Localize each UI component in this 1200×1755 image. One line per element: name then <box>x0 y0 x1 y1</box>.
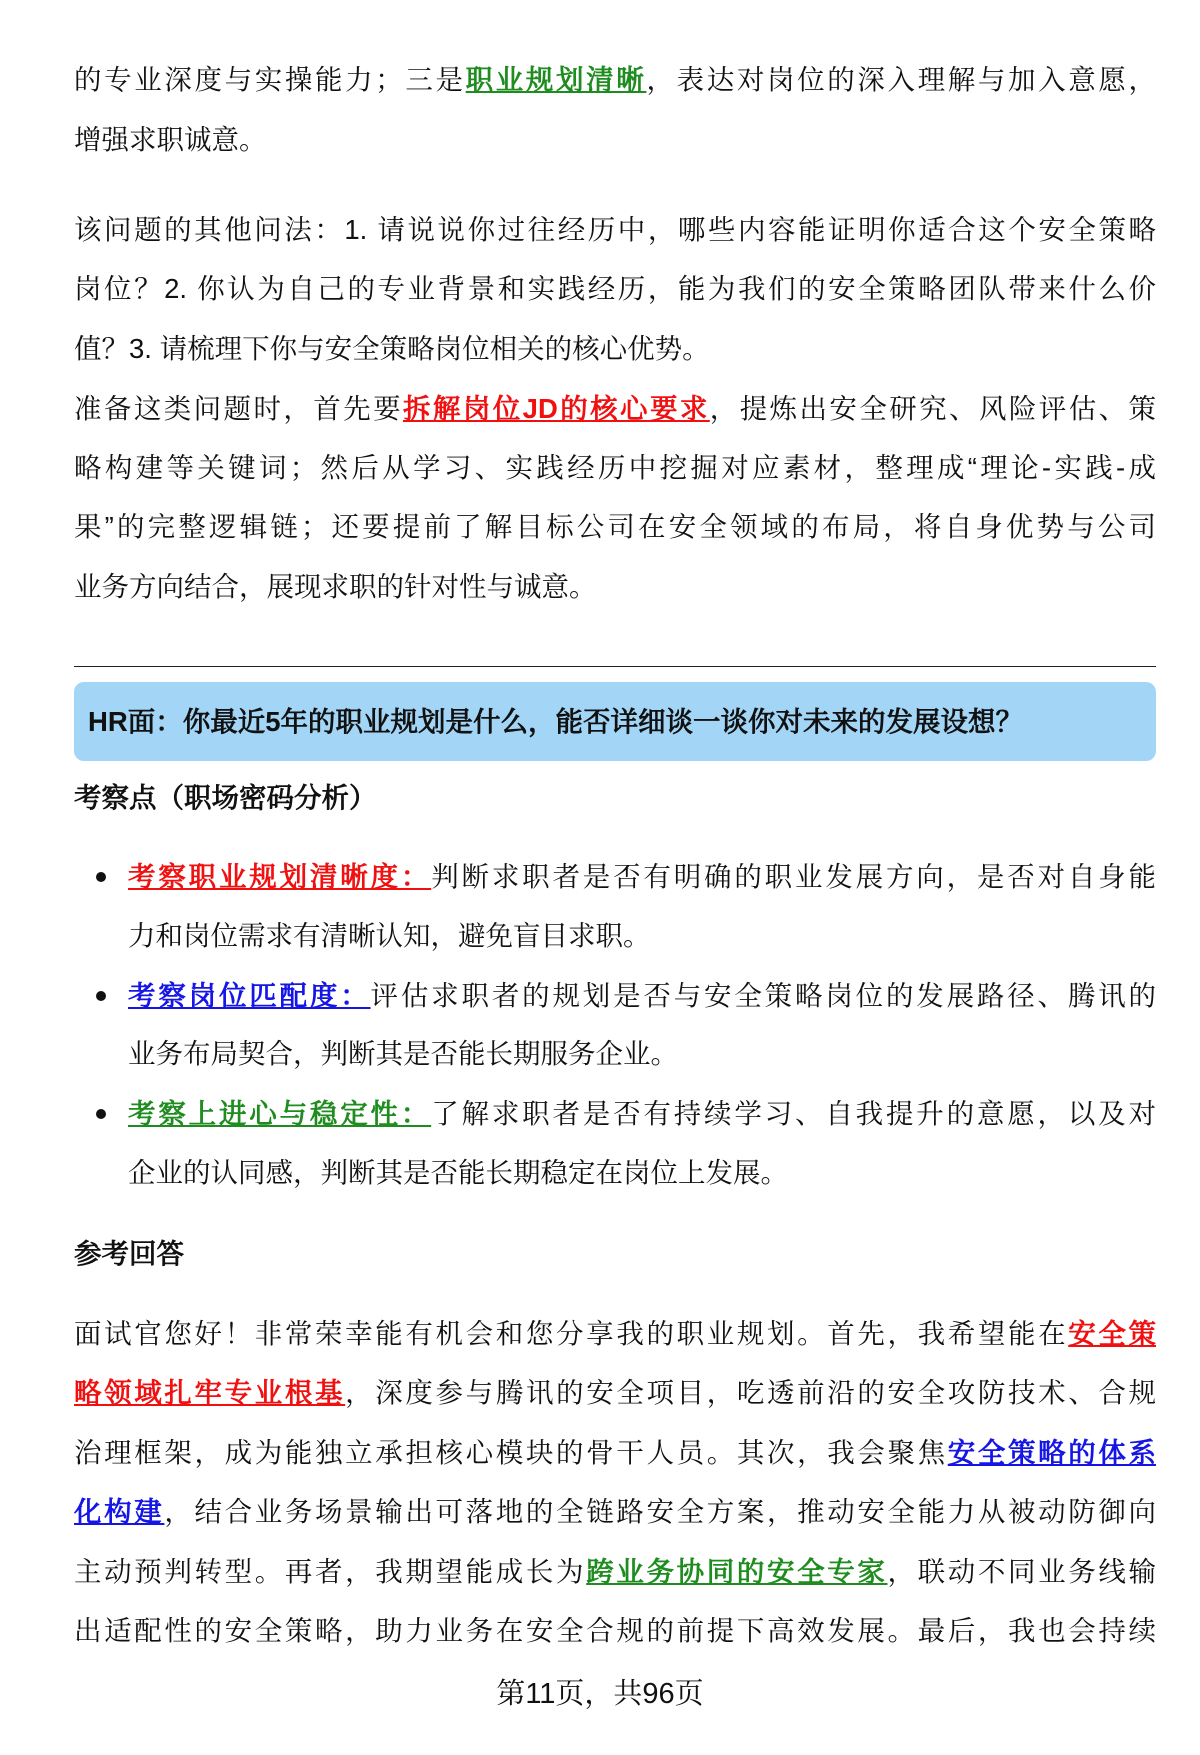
text-segment: 果”的完整逻辑链；还要提前了解目标公司在安全领域的布局，将自身优势与公司 <box>74 511 1156 542</box>
text-segment: ，结合业务场景输出可落地的全链路安全方案，推动安全能力从被动防御向 <box>164 1496 1157 1527</box>
text-line <box>74 565 1156 609</box>
highlight-blue: 安全策略的体系 <box>947 1437 1157 1468</box>
text-segment: 企业的认同感，判断其是否能长期稳定在岗位上发展。 <box>128 1157 788 1188</box>
page-footer: 第11页，共96页 <box>496 1678 704 1710</box>
text-segment: ，表达对岗位的深入理解与加入意愿， <box>646 64 1157 95</box>
text-segment: 岗位？2. 你认为自己的专业背景和实践经历，能为我们的安全策略团队带来什么价 <box>74 273 1156 304</box>
text-line <box>74 327 1156 371</box>
text-line <box>74 446 1156 490</box>
text-segment: 主动预判转型。再者，我期望能成长为 <box>74 1556 587 1587</box>
text-line <box>128 1032 1156 1076</box>
text-segment: 出适配性的安全策略，助力业务在安全合规的前提下高效发展。最后，我也会持续 <box>74 1615 1156 1646</box>
text-line <box>128 1151 1156 1195</box>
text-line <box>74 208 1156 252</box>
analysis-heading: 考察点（职场密码分析） <box>74 782 377 813</box>
text-segment: 增强求职诚意。 <box>74 124 267 155</box>
text-segment: ，联动不同业务线输 <box>887 1556 1157 1587</box>
text-segment: 略构建等关键词；然后从学习、实践经历中挖掘对应素材，整理成“理论-实践-成 <box>74 452 1156 483</box>
text-line <box>128 1092 1156 1136</box>
text-segment: 业务布局契合，判断其是否能长期服务企业。 <box>128 1038 678 1069</box>
highlight-green: 考察上进心与稳定性： <box>128 1098 432 1129</box>
text-segment: 业务方向结合，展现求职的针对性与诚意。 <box>74 571 597 602</box>
text-line <box>128 855 1156 899</box>
text-line <box>74 58 1156 102</box>
highlight-green: 职业规划清晰 <box>465 64 647 95</box>
highlight-red: 考察职业规划清晰度： <box>128 861 432 892</box>
text-segment: 力和岗位需求有清晰认知，避免盲目求职。 <box>128 920 651 951</box>
text-line <box>74 1609 1156 1653</box>
text-segment: 评估求职者的规划是否与安全策略岗位的发展路径、腾讯的 <box>370 980 1156 1011</box>
text-line <box>74 1431 1156 1475</box>
text-line <box>128 974 1156 1018</box>
text-line <box>74 267 1156 311</box>
highlight-blue: 考察岗位匹配度： <box>128 980 371 1011</box>
text-segment: ，提炼出安全研究、风险评估、策 <box>709 393 1157 424</box>
text-segment: 准备这类问题时，首先要 <box>74 393 404 424</box>
highlight-green: 跨业务协同的安全专家 <box>586 1556 888 1587</box>
highlight-red: 拆解岗位JD的核心要求 <box>403 393 710 424</box>
question-title: HR面：你最近5年的职业规划是什么，能否详细谈一谈你对未来的发展设想？ <box>88 706 1024 737</box>
text-segment: 治理框架，成为能独立承担核心模块的骨干人员。其次，我会聚焦 <box>74 1437 948 1468</box>
text-line <box>74 1550 1156 1594</box>
text-line <box>74 118 1156 162</box>
text-segment: 了解求职者是否有持续学习、自我提升的意愿，以及对 <box>431 1098 1157 1129</box>
bullet-dot-icon <box>96 991 106 1001</box>
bullet-dot-icon <box>96 872 106 882</box>
question-box <box>74 682 1156 761</box>
text-line <box>74 1371 1156 1415</box>
text-line <box>74 1490 1156 1534</box>
text-line <box>74 387 1156 431</box>
text-segment: 的专业深度与实操能力；三是 <box>74 64 466 95</box>
text-segment: 面试官您好！非常荣幸能有机会和您分享我的职业规划。首先，我希望能在 <box>74 1318 1069 1349</box>
text-segment: 判断求职者是否有明确的职业发展方向，是否对自身能 <box>431 861 1157 892</box>
highlight-red: 略领域扎牢专业根基 <box>74 1377 346 1408</box>
bullet-dot-icon <box>96 1109 106 1119</box>
text-line <box>128 914 1156 958</box>
highlight-red: 安全策 <box>1068 1318 1157 1349</box>
text-line <box>74 1312 1156 1356</box>
text-line <box>74 505 1156 549</box>
text-segment: 值？3. 请梳理下你与安全策略岗位相关的核心优势。 <box>74 333 710 364</box>
text-segment: 该问题的其他问法：1. 请说说你过往经历中，哪些内容能证明你适合这个安全策略 <box>74 214 1156 245</box>
highlight-blue: 化构建 <box>74 1496 165 1527</box>
section-divider <box>74 666 1156 667</box>
answer-heading: 参考回答 <box>74 1238 184 1269</box>
text-segment: ，深度参与腾讯的安全项目，吃透前沿的安全攻防技术、合规 <box>345 1377 1157 1408</box>
